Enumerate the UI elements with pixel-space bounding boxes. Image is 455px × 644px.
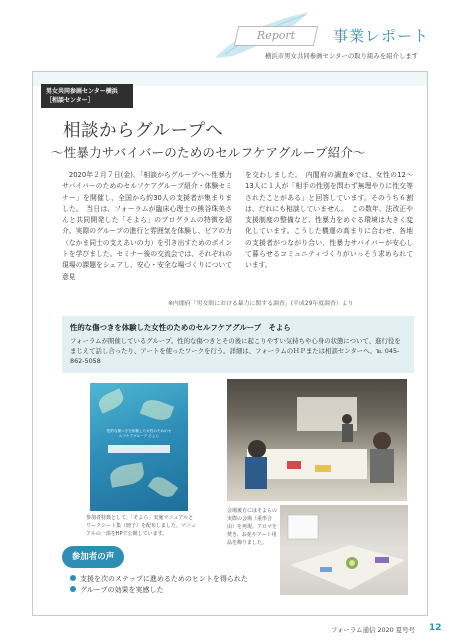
book-leaf-decoration [96,388,126,413]
list-item [70,585,248,596]
voice-text: 支援を次のステップに進めるためのヒントを得られた [80,575,248,583]
body-column-left: 2020年２月７日(金)、「相談からグループへ〜性暴力サバイバーのためのセルフケアグループ紹介・体験セミナー」を開催し、全国から約30人の支援者が集まりました。 当日は、フォーラムが臨床心理士の熊谷珠美さんと共同開発した「そよら」のプログラムの特徴を紹介。実際のグループの進行と雰囲気を体験し、ピアの力（なかま同士の支えあいの力）を引き出すためのポイントを学びました。セミナー後の交流会では、それぞれの現場の課題をシェアし、安心・安全な場づくりについて意見 [62,171,232,281]
room-photo-caption: 会場後方にはそよらの実際の会場（重形合由）を再現。アロマを焚き、お花やアート用品を飾りました。 [227,508,278,546]
page-number: 12 [429,623,442,633]
center-tag-line2: ［相談センター］ [46,97,94,104]
info-box [62,316,414,373]
center-tag [41,84,133,108]
footnote: ※内閣府「男女間における暴力に関する調査」(平成29年度調査）より [168,301,354,307]
report-tag [234,26,318,46]
voice-text: グループの効果を実感した [80,586,164,594]
section-subtitle: 横浜市男女共同参画センターの取り組みを紹介します [265,52,419,60]
publication-footer: フォーラム通信 2020 夏号号 [331,626,415,634]
bullet-icon [70,586,76,592]
book-leaf-decoration [109,462,146,488]
book-caption: 参加者特典として、「そよら」実施マニュアルとワークシート集（冊子）を配布しました。マニュアルの一部をHPで公開しています。 [86,515,197,537]
article-headline: 相談からグループへ [63,121,224,141]
bullet-icon [70,575,76,581]
report-label: Report [256,29,296,42]
book-title: 性的な傷つきを体験した女性のためのセルフケアグループ そよら [106,429,172,438]
list-item [70,574,248,585]
room-photo-scene [280,505,408,595]
room-photo [280,505,408,595]
center-tag-line1: 男女共同参画センター横浜 [46,88,118,95]
section-title: 事業レポート [333,27,430,45]
manual-book-cover [90,383,188,511]
seminar-photo [227,379,407,501]
book-label-panel [108,445,170,453]
seminar-photo-scene [227,379,407,501]
book-leaf-decoration [148,473,178,501]
body-column-right: を交わしました。 内閣府の調査※では、女性の12〜13人に１人が「相手の性別を問わず無理やりに性交等されたことがある」と回答しています。そのうち６割は、だれにも相談していません。 この数年、法改正や支援制度の整備など、性暴力をめぐる環境は大きく変化しています。こうした機運の高まりに合わせ、各地の支援者がつながり合い、性暴力サバイバーが安心して暮らせるコミュニティづくりがいっそう求められています。 [245,171,413,270]
info-box-title: 性的な傷つきを体験した女性のためのセルフケアグループ そよら [70,323,291,332]
book-leaf-decoration [140,396,174,423]
info-box-text: フォーラムが開催しているグループ。性的な傷つきとその後に起こりやすい気持ちや心身の状態について、進行役をまじえて話し合ったり、アートを使ったワークを行う。詳細は、フォーラムのＨＰまたは相談センターへ。℡ 045-862-5058 [70,337,401,365]
participant-voices-list [70,574,248,596]
article-subheadline: 〜性暴力サバイバーのためのセルフケアグループ紹介〜 [51,145,366,160]
participant-voices-badge: 参加者の声 [62,546,124,568]
